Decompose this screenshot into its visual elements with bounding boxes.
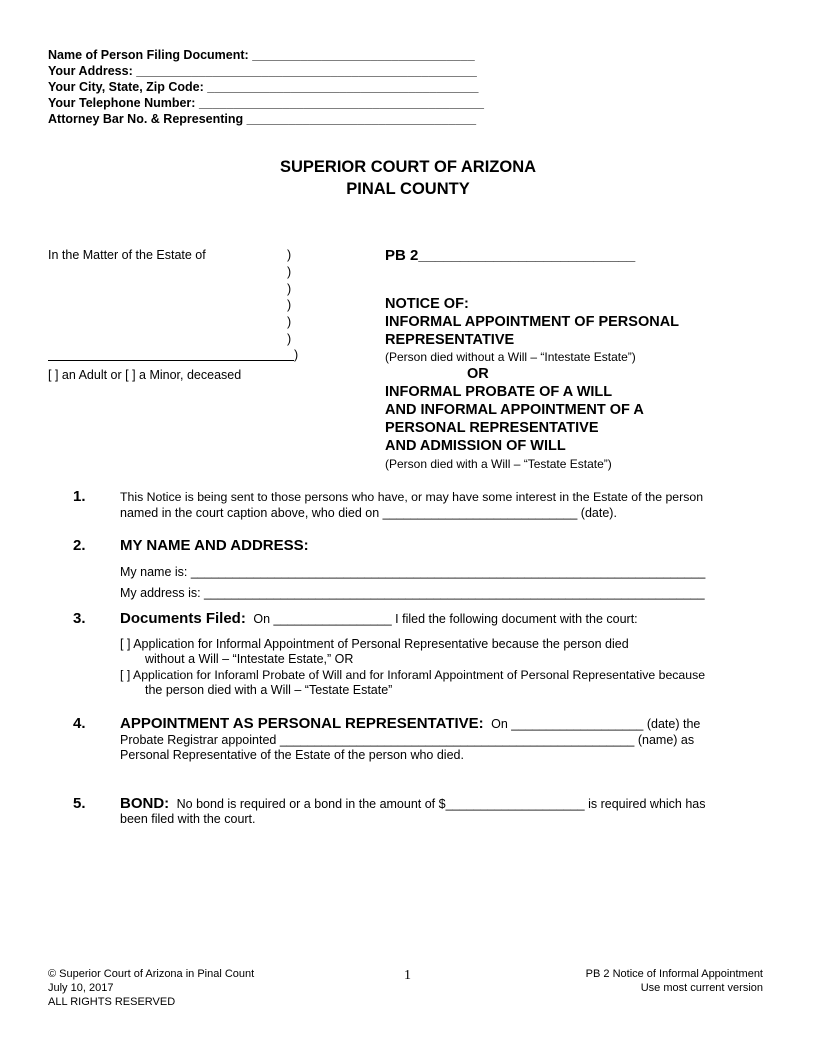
section-3-text: On _________________ I filed the following document with the court: xyxy=(253,612,638,626)
caption-paren: ) xyxy=(294,348,299,362)
filer-name-field xyxy=(48,48,475,63)
section-number: 2. xyxy=(73,537,86,554)
county-name: PINAL COUNTY xyxy=(346,180,470,198)
section-1-text: This Notice is being sent to those persons who have, or may have some interest in the Estate of the person xyxy=(120,490,704,504)
notice-title: PERSONAL REPRESENTATIVE xyxy=(385,420,599,436)
section-5-line xyxy=(120,795,706,812)
section-4-line xyxy=(120,715,700,732)
court-name: SUPERIOR COURT OF ARIZONA xyxy=(279,158,537,176)
notice-title: NOTICE OF: xyxy=(385,296,469,312)
my-address-line: My address is: ________________________________________________________________________ xyxy=(120,586,705,600)
address-label: Your Address: xyxy=(48,64,133,78)
section-3-line xyxy=(120,610,638,627)
section-2-heading: MY NAME AND ADDRESS: xyxy=(120,537,309,554)
footer-rights: ALL RIGHTS RESERVED xyxy=(48,996,176,1008)
document-option-intestate-cont: without a Will – “Intestate Estate,” OR xyxy=(145,652,354,666)
section-5-text-cont: been filed with the court. xyxy=(120,812,256,826)
caption-paren: ) xyxy=(287,248,292,262)
section-4-heading: APPOINTMENT AS PERSONAL REPRESENTATIVE: xyxy=(120,715,484,732)
section-5-text: No bond is required or a bond in the amount of $____________________ is required which has xyxy=(176,797,706,811)
attorney-bar-blank: _________________________________ xyxy=(246,112,477,126)
city-state-zip-label: Your City, State, Zip Code: xyxy=(48,80,204,94)
address-field xyxy=(48,64,477,79)
case-number: PB 2__________________________ xyxy=(385,247,636,264)
document-option-intestate: [ ] Application for Informal Appointment of Personal Representative because the person died xyxy=(120,637,629,651)
page-number: 1 xyxy=(404,968,411,983)
estate-name-line xyxy=(48,348,294,361)
notice-subtitle: (Person died with a Will – “Testate Estate”) xyxy=(385,457,612,471)
notice-title: INFORMAL PROBATE OF A WILL xyxy=(385,384,613,400)
footer-copyright: © Superior Court of Arizona in Pinal Count xyxy=(48,968,255,980)
section-4-estate: Personal Representative of the Estate of the person who died. xyxy=(120,748,464,762)
caption-paren: ) xyxy=(287,265,292,279)
section-number: 1. xyxy=(73,488,86,505)
my-name-line: My name is: __________________________________________________________________________ xyxy=(120,565,706,579)
telephone-blank: _________________________________________ xyxy=(198,96,484,110)
section-number: 4. xyxy=(73,715,86,732)
section-number: 5. xyxy=(73,795,86,812)
caption-paren: ) xyxy=(287,298,292,312)
notice-or: OR xyxy=(467,366,489,382)
caption-paren: ) xyxy=(287,332,292,346)
decedent-status: [ ] an Adult or [ ] a Minor, deceased xyxy=(48,368,242,382)
attorney-bar-field xyxy=(48,112,476,127)
section-number: 3. xyxy=(73,610,86,627)
estate-matter-label: In the Matter of the Estate of xyxy=(48,248,206,262)
section-3-heading: Documents Filed: xyxy=(120,610,246,627)
city-state-zip-field xyxy=(48,80,478,95)
document-option-testate-cont: the person died with a Will – “Testate Estate” xyxy=(145,683,393,697)
telephone-label: Your Telephone Number: xyxy=(48,96,196,110)
section-4-text: On ___________________ (date) the xyxy=(491,717,701,731)
notice-title: REPRESENTATIVE xyxy=(385,332,515,348)
notice-subtitle: (Person died without a Will – “Intestate Estate”) xyxy=(385,350,636,364)
address-blank: _________________________________________________ xyxy=(136,64,477,78)
caption-paren: ) xyxy=(287,315,292,329)
attorney-bar-label: Attorney Bar No. & Representing xyxy=(48,112,244,126)
footer-date: July 10, 2017 xyxy=(48,982,114,994)
section-1-text: named in the court caption above, who died on ____________________________ (date). xyxy=(120,506,617,520)
notice-title: INFORMAL APPOINTMENT OF PERSONAL xyxy=(385,314,680,330)
footer-version-note: Use most current version xyxy=(640,982,763,994)
section-5-heading: BOND: xyxy=(120,795,170,812)
document-option-testate: [ ] Application for Inforaml Probate of Will and for Inforaml Appointment of Personal Representative because xyxy=(120,668,706,682)
filer-name-label: Name of Person Filing Document: xyxy=(48,48,249,62)
telephone-field xyxy=(48,96,484,111)
caption-paren: ) xyxy=(287,282,292,296)
city-state-zip-blank: _______________________________________ xyxy=(207,80,479,94)
footer-form-title: PB 2 Notice of Informal Appointment xyxy=(585,968,763,980)
filer-name-blank: ________________________________ xyxy=(252,48,475,62)
notice-title: AND INFORMAL APPOINTMENT OF A xyxy=(385,402,644,418)
notice-title: AND ADMISSION OF WILL xyxy=(385,438,566,454)
section-4-registrar: Probate Registrar appointed ___________________________________________________ (name) as xyxy=(120,733,695,747)
